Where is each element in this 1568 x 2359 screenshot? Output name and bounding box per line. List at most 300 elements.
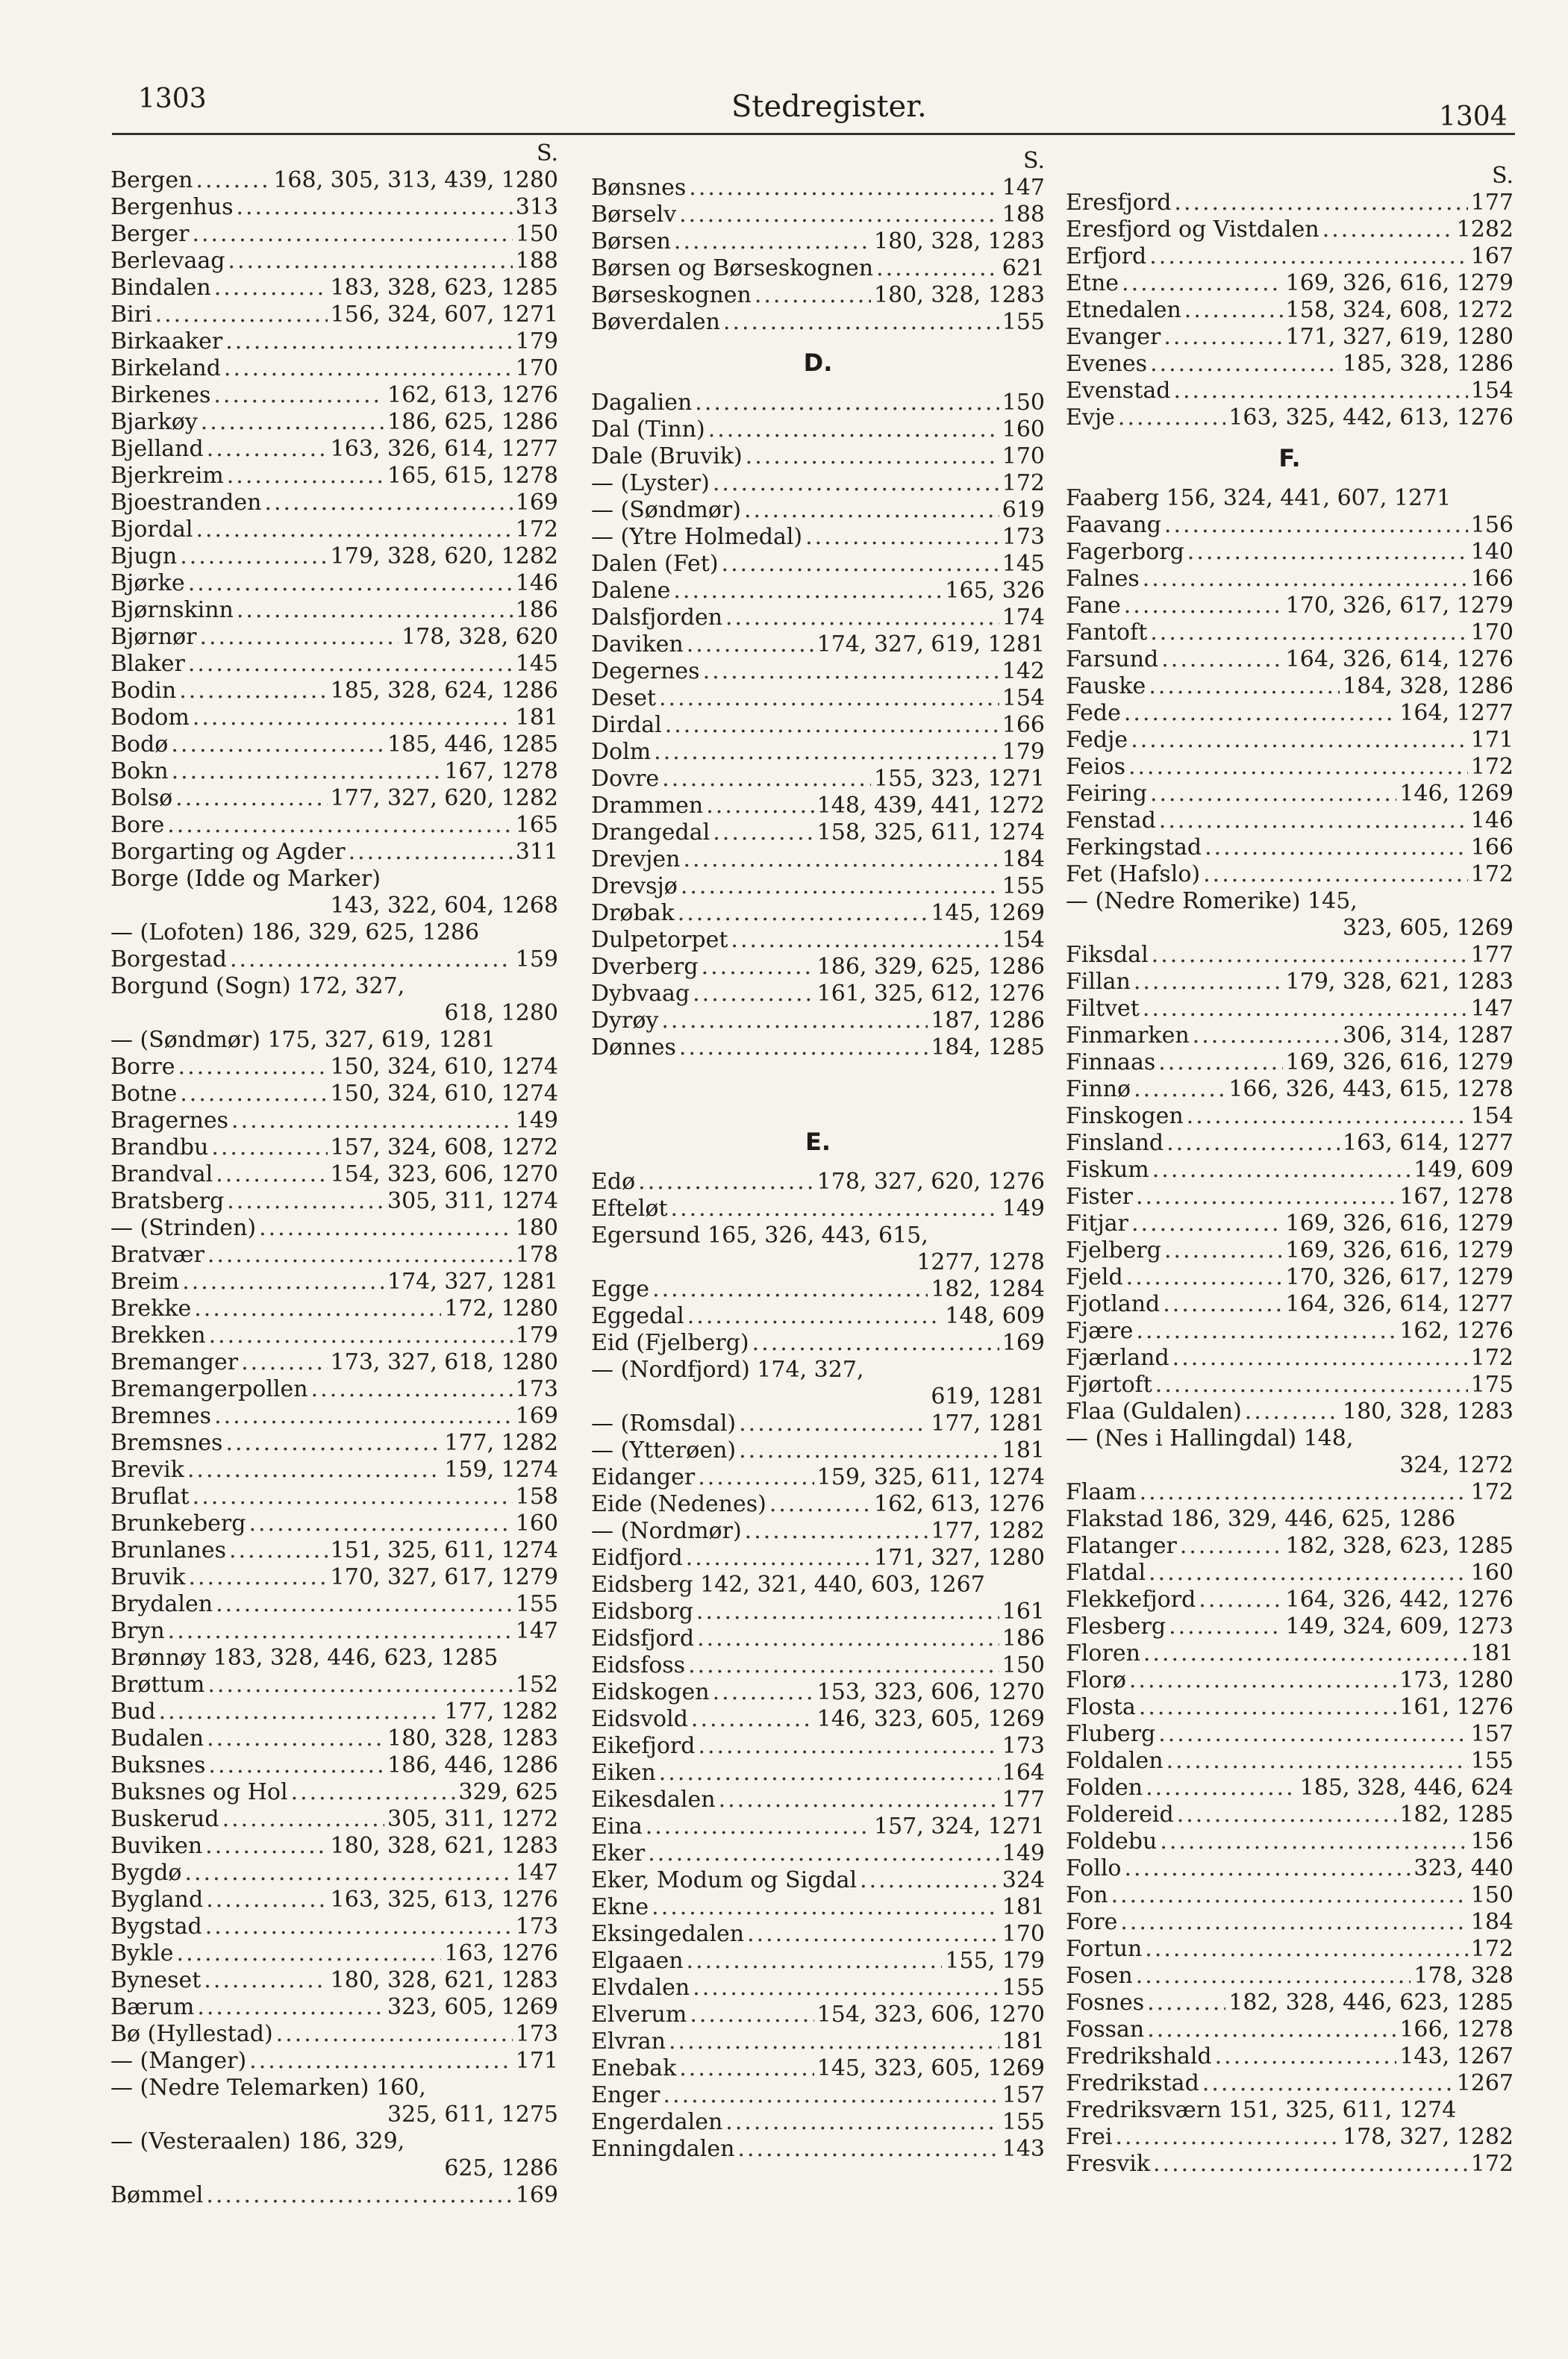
entry-place-name: Borgarting og Agder — [110, 839, 346, 865]
entry-place-name: Evanger — [1066, 324, 1161, 350]
index-entry — [110, 866, 558, 893]
page-number-right: 1304 — [1439, 101, 1508, 132]
entry-page-numbers: 171, 327, 1280 — [873, 1545, 1045, 1571]
entry-place-name: Dverberg — [591, 954, 699, 980]
dot-leader — [1184, 297, 1283, 324]
entry-place-name: Bruflat — [110, 1484, 190, 1510]
index-entry — [1066, 593, 1514, 619]
index-entry — [1066, 1506, 1514, 1533]
index-entry — [591, 739, 1045, 766]
entry-place-name: Brunkeberg — [110, 1510, 246, 1537]
dot-leader — [1199, 1587, 1282, 1613]
index-entry — [110, 1430, 558, 1457]
entry-place-name: Farsund — [1066, 646, 1159, 672]
index-entry — [1066, 2097, 1514, 2124]
index-entry — [1066, 1130, 1514, 1157]
dot-leader — [698, 1733, 999, 1760]
entry-page-numbers: 150 — [1002, 1652, 1045, 1678]
entry-place-name: — (Søndmør) — [591, 497, 741, 523]
entry-page-numbers: 187, 1286 — [931, 1007, 1045, 1034]
index-entry — [591, 2055, 1045, 2082]
entry-place-name: Eid (Fjelberg) — [591, 1330, 749, 1356]
dot-leader — [693, 981, 814, 1007]
index-entry — [1066, 1613, 1514, 1640]
index-entry — [591, 631, 1045, 658]
dot-leader — [695, 390, 999, 416]
entry-page-numbers: 155 — [515, 1591, 558, 1617]
dot-leader — [860, 1867, 999, 1894]
dot-leader — [1159, 807, 1468, 834]
index-entry — [1066, 1157, 1514, 1184]
entry-place-name: Ekne — [591, 1894, 649, 1920]
entry-place-name: Bodin — [110, 678, 177, 704]
index-entry — [1066, 1264, 1514, 1291]
index-entry — [591, 1840, 1045, 1867]
dot-leader — [659, 685, 999, 712]
entry-place-name: Bjerkreim — [110, 463, 224, 489]
dot-leader — [1164, 512, 1468, 539]
dot-leader — [713, 1679, 814, 1706]
header-rule — [112, 133, 1515, 135]
dot-leader — [187, 1457, 441, 1484]
dot-leader — [1120, 1909, 1467, 1936]
entry-page-numbers: 145 — [515, 651, 558, 677]
entry-place-name: Fantoft — [1066, 619, 1148, 646]
entry-place-name: — (Nordfjord) 174, 327, — [591, 1357, 864, 1383]
entry-page-numbers: 166 — [1002, 712, 1045, 738]
entry-page-numbers: 173, 327, 618, 1280 — [330, 1349, 558, 1375]
entry-place-name: — (Lofoten) 186, 329, 625, 1286 — [110, 919, 480, 946]
entry-place-name: Brekken — [110, 1322, 206, 1349]
entry-place-name: Floren — [1066, 1640, 1140, 1666]
index-entry — [591, 1760, 1045, 1787]
dot-leader — [665, 712, 999, 739]
entry-place-name: Bjørnør — [110, 624, 197, 650]
dot-leader — [196, 167, 270, 194]
dot-leader — [713, 819, 813, 846]
entry-continuation: 625, 1286 — [444, 2155, 558, 2181]
index-entry — [110, 704, 558, 731]
entry-place-name: Borgund (Sogn) 172, 327, — [110, 973, 405, 999]
index-entry — [1066, 1076, 1514, 1103]
index-entry — [110, 1645, 558, 1672]
entry-place-name: Fortun — [1066, 1936, 1143, 1962]
entry-place-name: Dalsfjorden — [591, 604, 723, 631]
entry-page-numbers: 173, 1280 — [1399, 1667, 1514, 1693]
dot-leader — [688, 1652, 999, 1679]
entry-page-numbers: 172 — [1002, 470, 1045, 496]
entry-page-numbers: 180, 328, 1283 — [873, 282, 1045, 308]
entry-place-name: Botne — [110, 1081, 178, 1107]
dot-leader — [739, 1410, 928, 1437]
entry-place-name: Fane — [1066, 593, 1121, 619]
entry-page-numbers: 184, 1285 — [931, 1034, 1045, 1060]
index-entry — [1066, 2124, 1514, 2151]
entry-page-numbers: 148, 609 — [945, 1303, 1045, 1329]
entry-place-name: Finnaas — [1066, 1049, 1156, 1075]
dot-leader — [237, 597, 513, 624]
entry-place-name: Børselv — [591, 201, 677, 228]
entry-place-name: Faaberg 156, 324, 441, 607, 1271 — [1066, 485, 1452, 511]
dot-leader — [1129, 1667, 1396, 1694]
dot-leader — [1152, 1157, 1411, 1184]
entry-page-numbers: 147 — [1002, 175, 1045, 201]
entry-page-numbers: 177, 1282 — [444, 1699, 558, 1725]
entry-page-numbers: 162, 1276 — [1399, 1318, 1514, 1344]
entry-place-name: Bergen — [110, 167, 193, 193]
index-entry — [110, 1779, 558, 1806]
index-entry — [591, 1410, 1045, 1437]
entry-page-numbers: 181 — [1470, 1640, 1514, 1666]
entry-place-name: Eiken — [591, 1760, 656, 1786]
dot-leader — [690, 2002, 813, 2028]
entry-place-name: — (Nedre Romerike) 145, — [1066, 888, 1358, 914]
entry-place-name: Finsland — [1066, 1130, 1164, 1156]
index-entry — [591, 1303, 1045, 1330]
index-entry — [110, 570, 558, 597]
entry-page-numbers: 169, 326, 616, 1279 — [1285, 1049, 1514, 1075]
index-entry — [591, 309, 1045, 336]
dot-leader — [1124, 700, 1396, 727]
entry-page-numbers: 186, 625, 1286 — [387, 409, 558, 435]
entry-page-numbers: 140 — [1470, 539, 1514, 565]
index-entry — [1066, 539, 1514, 566]
entry-page-numbers: 180, 328, 1283 — [873, 228, 1045, 254]
dot-leader — [171, 731, 384, 758]
index-entry — [110, 597, 558, 624]
entry-place-name: Fenstad — [1066, 807, 1156, 834]
entry-page-numbers: 621 — [1002, 255, 1045, 281]
dot-leader — [236, 194, 512, 221]
entry-place-name: Fillan — [1066, 969, 1131, 995]
dot-leader — [1187, 1103, 1468, 1130]
dot-leader — [1126, 1264, 1283, 1291]
entry-page-numbers: 170 — [515, 355, 558, 381]
entry-place-name: Dyrøy — [591, 1007, 659, 1034]
entry-place-name: Brydalen — [110, 1591, 213, 1617]
entry-place-name: — (Søndmør) 175, 327, 619, 1281 — [110, 1027, 496, 1053]
entry-page-numbers: 171 — [515, 2048, 558, 2074]
dot-leader — [638, 1169, 813, 1196]
entry-place-name: Bygland — [110, 1887, 204, 1913]
entry-place-name: Borre — [110, 1054, 175, 1080]
dot-leader — [687, 1303, 943, 1330]
dot-leader — [199, 624, 399, 651]
entry-place-name: Bømmel — [110, 2182, 204, 2208]
entry-page-numbers: 179, 328, 621, 1283 — [1285, 969, 1514, 995]
entry-place-name: Bærum — [110, 1994, 195, 2020]
index-entry — [110, 490, 558, 516]
entry-place-name: Drammen — [591, 793, 704, 819]
entry-page-numbers: 157 — [1470, 1721, 1514, 1747]
dot-leader — [1125, 1855, 1411, 1882]
index-entry — [591, 1034, 1045, 1061]
dot-leader — [693, 1975, 999, 2002]
dot-leader — [214, 1403, 513, 1430]
entry-page-numbers: 177 — [1470, 190, 1514, 216]
entry-place-name: Flaa (Guldalen) — [1066, 1399, 1242, 1425]
entry-page-numbers: 174, 327, 619, 1281 — [816, 631, 1045, 657]
entry-page-numbers: 154 — [1470, 378, 1514, 404]
entry-page-numbers: 172, 1280 — [444, 1296, 558, 1322]
entry-page-numbers: 175 — [1470, 1372, 1514, 1398]
entry-page-numbers: 163, 614, 1277 — [1342, 1130, 1514, 1156]
entry-page-numbers: 151, 325, 611, 1274 — [330, 1537, 558, 1563]
entry-place-name: Bjugn — [110, 543, 178, 569]
index-entry — [110, 1887, 558, 1913]
dot-leader — [207, 1725, 384, 1752]
entry-page-numbers: 154 — [1470, 1103, 1514, 1129]
index-entry — [110, 1027, 558, 1054]
index-entry — [591, 1196, 1045, 1222]
index-entry — [591, 2082, 1045, 2109]
entry-place-name: Eker, Modum og Sigdal — [591, 1867, 858, 1893]
dot-leader — [1150, 619, 1467, 646]
dot-leader — [1245, 1399, 1340, 1425]
index-entry — [591, 578, 1045, 604]
entry-place-name: Elvran — [591, 2028, 666, 2055]
index-entry — [110, 973, 558, 1000]
index-entry — [110, 275, 558, 301]
entry-place-name: Eksingedalen — [591, 1921, 745, 1947]
entry-page-numbers: 167 — [1470, 243, 1514, 269]
entry-page-numbers: 169, 326, 616, 1279 — [1285, 270, 1514, 296]
entry-page-numbers: 161, 1276 — [1399, 1694, 1514, 1720]
dot-leader — [696, 1599, 999, 1625]
dot-leader — [1111, 1882, 1468, 1909]
entry-page-numbers: 147 — [515, 1618, 558, 1644]
dot-leader — [259, 1215, 513, 1242]
entry-place-name: Eide (Nedenes) — [591, 1491, 766, 1517]
entry-place-name: Bøverdalen — [591, 309, 720, 335]
index-entry — [110, 919, 558, 946]
entry-place-name: Fosnes — [1066, 1990, 1145, 2016]
index-entry — [591, 1706, 1045, 1733]
entry-page-numbers: 169 — [515, 2182, 558, 2208]
entry-page-numbers: 157, 324, 608, 1272 — [330, 1134, 558, 1160]
entry-place-name: Fossan — [1066, 2016, 1145, 2043]
entry-place-name: Fiskum — [1066, 1157, 1149, 1183]
dot-leader — [1205, 834, 1468, 861]
dot-leader — [194, 1296, 441, 1322]
dot-leader — [1166, 1748, 1468, 1775]
dot-leader — [1164, 1237, 1283, 1264]
entry-page-numbers: 156, 324, 607, 1271 — [330, 301, 558, 328]
index-entry — [110, 248, 558, 275]
entry-page-numbers: 169 — [515, 490, 558, 516]
index-entry — [591, 1625, 1045, 1652]
index-entry — [1066, 861, 1514, 888]
index-entry — [591, 712, 1045, 739]
entry-page-numbers: 143 — [1002, 2136, 1045, 2162]
entry-place-name: Flatanger — [1066, 1533, 1177, 1559]
index-entry — [1066, 646, 1514, 673]
dot-leader — [1163, 324, 1282, 351]
section-spacer — [591, 1061, 1045, 1115]
index-entry — [110, 1618, 558, 1645]
dot-leader — [1139, 1694, 1397, 1721]
index-entry — [591, 1599, 1045, 1625]
entry-page-numbers: 181 — [1002, 1894, 1045, 1920]
entry-place-name: Fauske — [1066, 673, 1146, 699]
entry-place-name: Bore — [110, 812, 165, 838]
entry-page-numbers: 150 — [1002, 390, 1045, 416]
dot-leader — [1124, 593, 1283, 619]
dot-leader — [227, 463, 384, 490]
dot-leader — [1177, 1802, 1397, 1828]
dot-leader — [225, 328, 513, 355]
entry-place-name: Budalen — [110, 1725, 204, 1752]
entry-place-name: Bodø — [110, 731, 169, 757]
entry-page-numbers: 177, 1281 — [931, 1410, 1045, 1437]
entry-page-numbers: 169, 326, 616, 1279 — [1285, 1237, 1514, 1263]
dot-leader — [230, 946, 513, 973]
index-entry — [110, 1054, 558, 1081]
entry-page-numbers: 164 — [1002, 1760, 1045, 1786]
entry-page-numbers: 179 — [515, 328, 558, 354]
dot-leader — [662, 766, 871, 793]
dot-leader — [206, 1887, 327, 1913]
entry-place-name: Foldebu — [1066, 1828, 1158, 1855]
entry-place-name: — (Lyster) — [591, 470, 710, 496]
index-entry — [1066, 700, 1514, 727]
entry-place-name: Dirdal — [591, 712, 662, 738]
entry-page-numbers: 159, 325, 611, 1274 — [816, 1464, 1045, 1490]
index-entry — [1066, 1802, 1514, 1828]
index-entry — [110, 1161, 558, 1188]
entry-place-name: Efteløt — [591, 1196, 668, 1222]
entry-place-name: Eidsfjord — [591, 1625, 695, 1652]
entry-place-name: Bokn — [110, 758, 169, 784]
index-entry — [591, 1975, 1045, 2002]
entry-place-name: Bygdø — [110, 1860, 182, 1886]
entry-page-numbers: 157 — [1002, 2082, 1045, 2108]
entry-page-numbers: 154 — [1002, 927, 1045, 953]
entry-page-numbers: 145 — [1002, 551, 1045, 577]
entry-place-name: Dulpetorpet — [591, 927, 728, 953]
dot-leader — [1150, 781, 1396, 807]
entry-place-name: Drevsjø — [591, 873, 678, 899]
index-entry — [110, 651, 558, 678]
entry-place-name: Bjoestranden — [110, 490, 262, 516]
entry-place-name: Blaker — [110, 651, 185, 677]
entry-page-numbers: 186 — [1002, 1625, 1045, 1652]
index-entry — [1066, 1103, 1514, 1130]
index-entry — [110, 1510, 558, 1537]
entry-place-name: Bruvik — [110, 1564, 186, 1590]
entry-place-name: Drøbak — [591, 900, 675, 926]
entry-place-name: Bykle — [110, 1940, 174, 1966]
index-entry — [110, 409, 558, 436]
entry-page-numbers: 619 — [1002, 497, 1045, 523]
entry-place-name: Fjærland — [1066, 1345, 1169, 1371]
entry-place-name: Bremangerpollen — [110, 1376, 308, 1402]
index-entry — [591, 658, 1045, 685]
dot-leader — [249, 1510, 512, 1537]
dot-leader — [689, 175, 999, 201]
index-entry — [591, 1464, 1045, 1491]
dot-leader — [205, 1833, 327, 1860]
dot-leader — [216, 1591, 513, 1618]
index-entry — [1066, 727, 1514, 754]
dot-leader — [679, 1034, 928, 1061]
entry-place-name: Finmarken — [1066, 1022, 1190, 1049]
entry-place-name: Dolm — [591, 739, 652, 765]
entry-page-numbers: 169, 326, 616, 1279 — [1285, 1210, 1514, 1237]
dot-leader — [207, 436, 328, 463]
entry-page-numbers: 186, 329, 625, 1286 — [816, 954, 1045, 980]
entry-page-numbers: 165 — [515, 812, 558, 838]
entry-place-name: Enningdalen — [591, 2136, 735, 2162]
dot-leader — [703, 658, 999, 685]
dot-leader — [206, 2182, 512, 2209]
entry-page-numbers: 149, 324, 609, 1273 — [1285, 1613, 1514, 1640]
index-entry — [110, 1376, 558, 1403]
index-entry — [591, 282, 1045, 309]
entry-place-name: Feiring — [1066, 781, 1147, 807]
index-entry — [591, 201, 1045, 228]
dot-leader — [697, 1625, 999, 1652]
page-column-label: S. — [1491, 163, 1514, 189]
entry-page-numbers: 163, 325, 613, 1276 — [330, 1887, 558, 1913]
index-entry — [110, 382, 558, 409]
dot-leader — [178, 1054, 328, 1081]
entry-continuation: 325, 611, 1275 — [387, 2102, 558, 2128]
index-entry — [1066, 1748, 1514, 1775]
dot-leader — [648, 1840, 999, 1867]
index-entry — [1066, 378, 1514, 404]
entry-page-numbers: 163, 1276 — [444, 1940, 558, 1966]
entry-page-numbers: 172 — [1470, 861, 1514, 887]
index-entry — [1066, 1936, 1514, 1963]
index-entry — [110, 2182, 558, 2209]
dot-leader — [678, 900, 928, 927]
entry-place-name: Fredrikstad — [1066, 2070, 1199, 2096]
index-entry — [1066, 512, 1514, 539]
entry-place-name: Flakstad 186, 329, 446, 625, 1286 — [1066, 1506, 1456, 1532]
dot-leader — [719, 1787, 999, 1813]
dot-leader — [722, 551, 999, 578]
entry-page-numbers: 165, 326 — [945, 578, 1045, 604]
dot-leader — [747, 1921, 999, 1948]
entry-place-name: Feios — [1066, 754, 1125, 780]
index-entry — [1066, 673, 1514, 700]
dot-leader — [180, 543, 327, 570]
entry-place-name: Dalene — [591, 578, 671, 604]
index-entry — [110, 2048, 558, 2075]
index-entry — [110, 1967, 558, 1994]
entry-page-numbers: 168, 305, 313, 439, 1280 — [273, 167, 558, 193]
index-entry — [1066, 619, 1514, 646]
index-entry — [591, 793, 1045, 819]
entry-page-numbers: 155, 323, 1271 — [873, 766, 1045, 792]
entry-page-numbers: 173 — [515, 2021, 558, 2047]
entry-place-name: Bergenhus — [110, 194, 234, 220]
entry-place-name: Borgestad — [110, 946, 227, 972]
index-entry — [1066, 297, 1514, 324]
dot-leader — [731, 927, 999, 954]
index-entry — [110, 301, 558, 328]
dot-leader — [1122, 270, 1283, 297]
entry-place-name: Flesberg — [1066, 1613, 1166, 1640]
index-entry — [110, 1913, 558, 1940]
entry-page-numbers: 178, 327, 1282 — [1342, 2124, 1514, 2150]
entry-place-name: Flaam — [1066, 1479, 1137, 1505]
entry-page-numbers: 167, 1278 — [444, 758, 558, 784]
index-entry — [591, 2109, 1045, 2136]
dot-leader — [204, 1967, 327, 1994]
entry-place-name: Fjotland — [1066, 1291, 1161, 1317]
